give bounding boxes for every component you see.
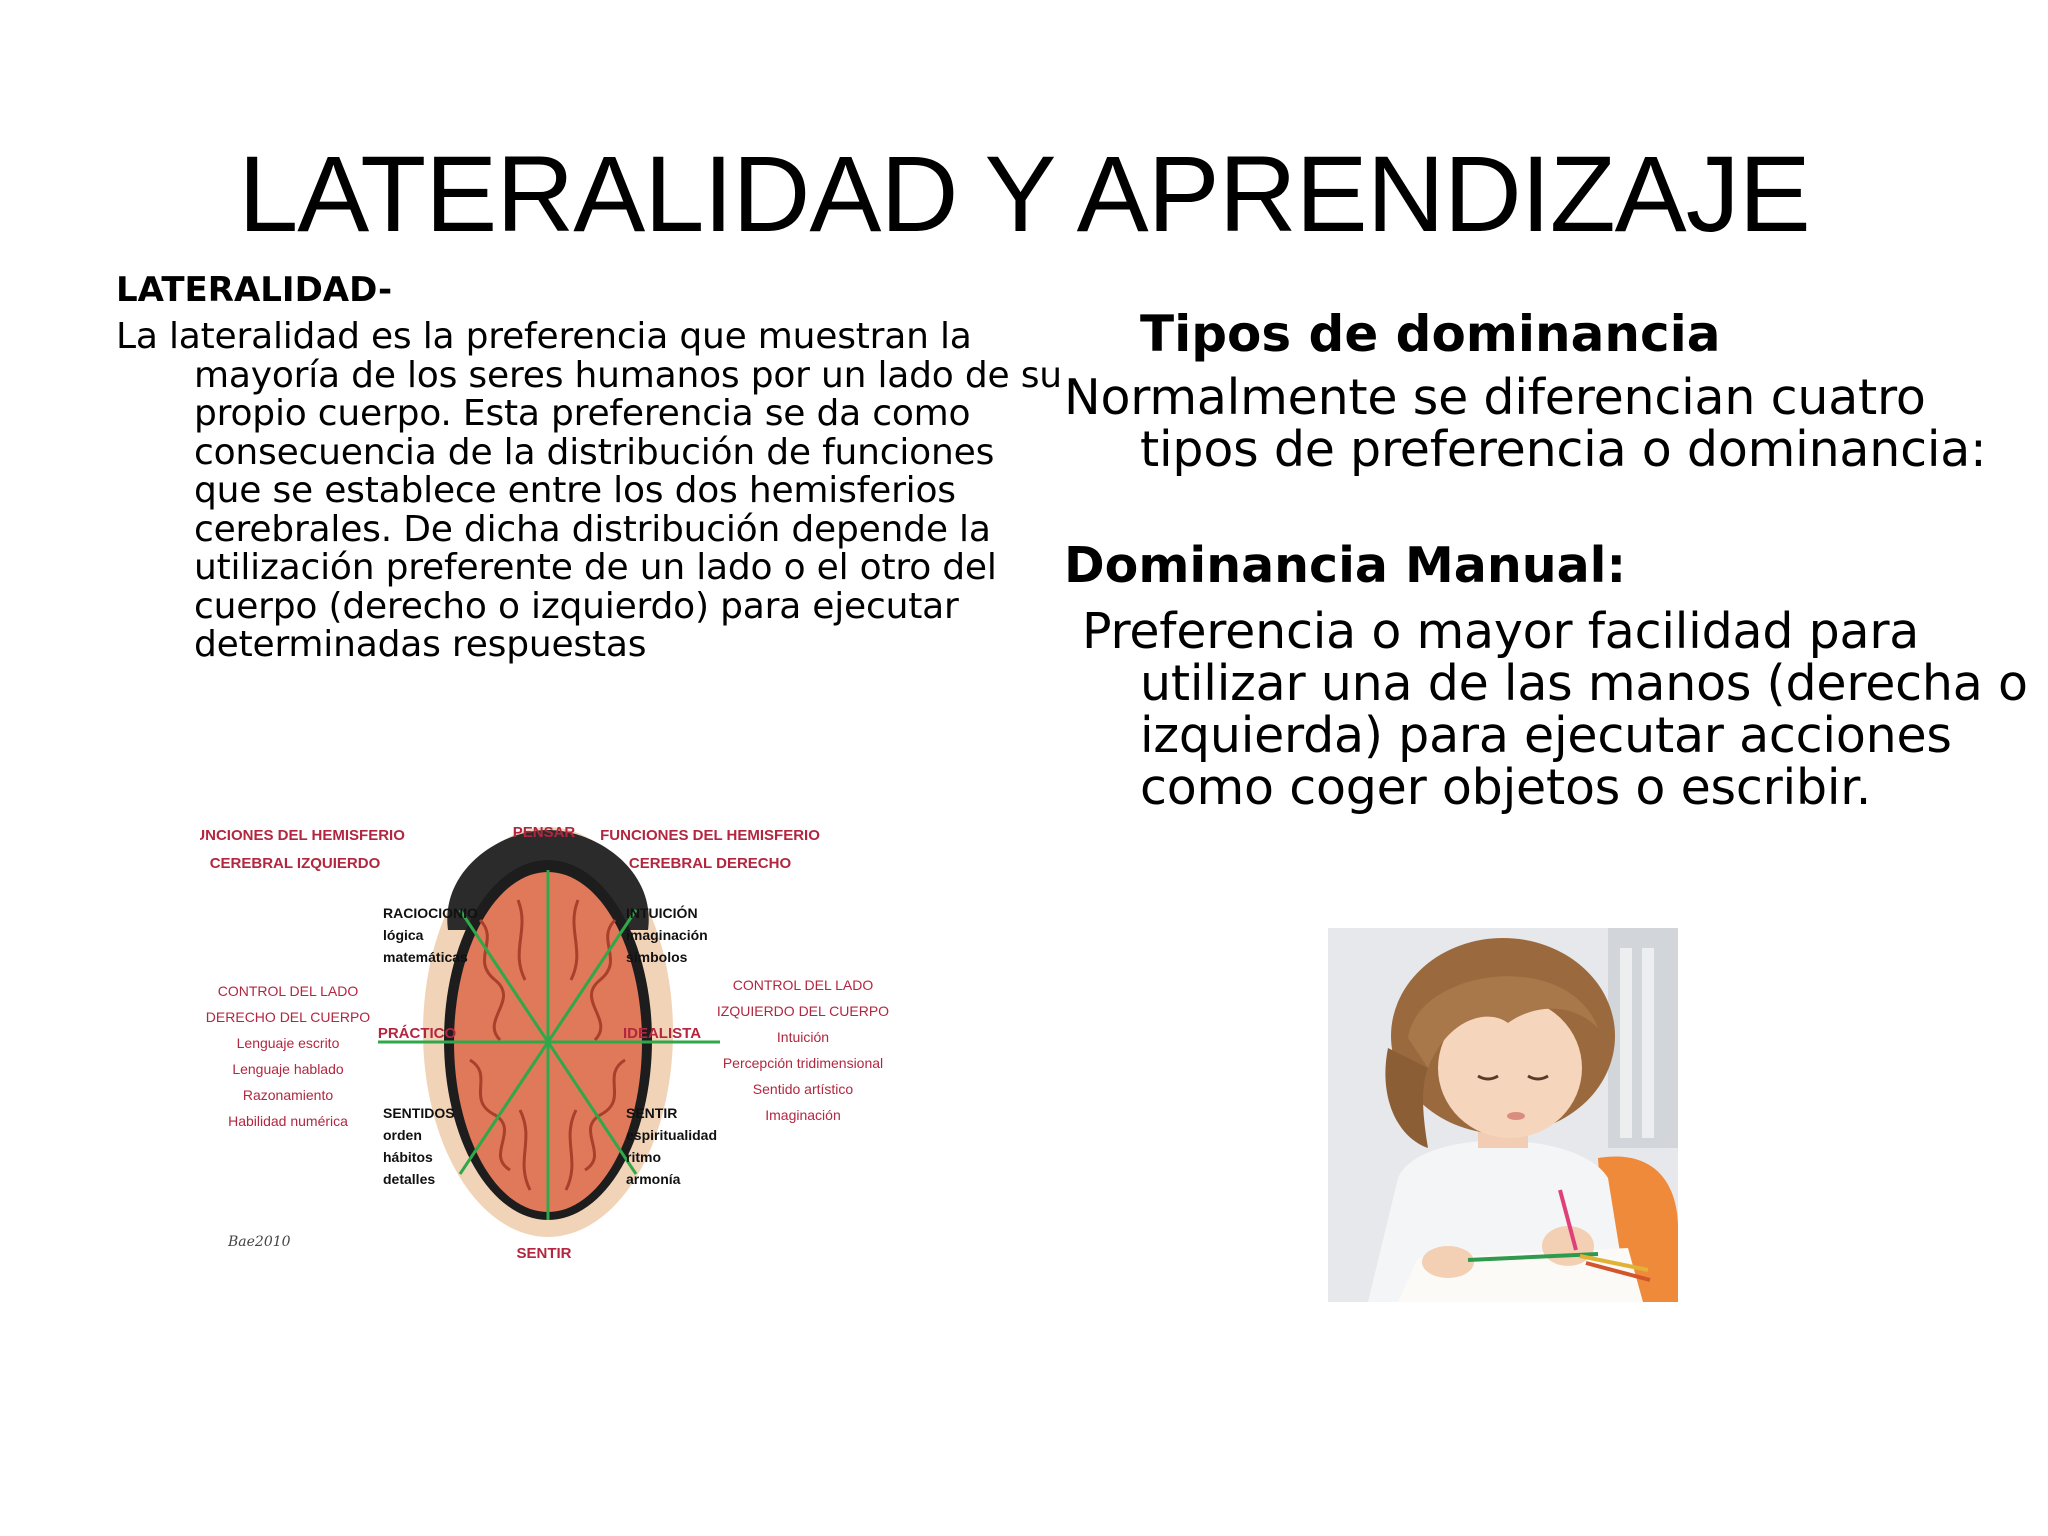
raciocinio-item-2: matemáticas [383, 949, 468, 965]
left-control-line-2: DERECHO DEL CUERPO [205, 1009, 371, 1025]
sentir-item-2: ritmo [626, 1149, 661, 1165]
laterality-definition: La lateralidad es la preferencia que muestran la mayoría de los seres humanos por un lado de su propio cuerpo. Esta preferencia se da como consecuencia de la distribución de funciones que se establece entre los dos hemisferios cerebrales. De dicha distribución depende la utilización preferente de un lado o el otro del cuerpo (derecho o izquierdo) para ejecutar determinadas respuestas [116, 316, 1062, 665]
left-control-line-6: Habilidad numérica [228, 1113, 348, 1129]
dominance-intro: Normalmente se diferencian cuatro tipos de preferencia o dominancia: [1064, 369, 1987, 478]
sentidos-item-3: detalles [383, 1171, 436, 1187]
right-control-line-1: CONTROL DEL LADO [732, 977, 874, 993]
feel-label: SENTIR [516, 1245, 572, 1262]
intuicion-label: INTUICIÓN [626, 905, 698, 921]
sentir-label: SENTIR [626, 1105, 678, 1121]
brain-diagram-svg [200, 810, 920, 1280]
child-photo-illustration [1328, 928, 1678, 1302]
left-control-line-4: Lenguaje hablado [232, 1061, 344, 1077]
right-control-line-3: Intuición [776, 1029, 830, 1045]
right-hemisphere-title-2: CEREBRAL DERECHO [628, 855, 792, 872]
sentidos-item-2: hábitos [383, 1149, 433, 1165]
manual-dominance-heading: Dominancia Manual: [1064, 537, 1627, 594]
artist-signature: Bae2010 [228, 1234, 291, 1250]
child-writing-photo [1328, 928, 1678, 1302]
raciocinio-item-1: lógica [383, 927, 424, 943]
sentir-item-1: espiritualidad [626, 1127, 718, 1143]
manual-dominance-text: Preferencia o mayor facilidad para utilizar una de las manos (derecha o izquierda) para ejecutar acciones como coger objetos o escribir. [1082, 603, 2028, 816]
right-hemisphere-title-1: FUNCIONES DEL HEMISFERIO [600, 827, 820, 844]
brain-hemispheres-diagram [200, 810, 920, 1280]
dominance-types-subtitle: Tipos de dominancia [1140, 305, 1721, 363]
practico-label: PRÁCTICO [377, 1025, 457, 1042]
idealista-label: IDEALISTA [622, 1025, 702, 1042]
sentidos-label: SENTIDOS [383, 1105, 455, 1121]
raciocinio-label: RACIOCIONIO [383, 905, 478, 921]
think-label: PENSAR [512, 824, 576, 841]
left-hemisphere-title-1: FUNCIONES DEL HEMISFERIO [200, 827, 405, 844]
left-control-line-5: Razonamiento [242, 1087, 334, 1103]
intuicion-item-2: símbolos [626, 949, 688, 965]
right-control-line-5: Sentido artístico [752, 1081, 854, 1097]
right-control-line-4: Percepción tridimensional [722, 1055, 884, 1071]
slide-title: LATERALIDAD Y APRENDIZAJE [238, 133, 1810, 254]
left-control-line-1: CONTROL DEL LADO [217, 983, 359, 999]
right-control-line-6: Imaginación [765, 1107, 841, 1123]
left-control-line-3: Lenguaje escrito [236, 1035, 340, 1051]
right-control-line-2: IZQUIERDO DEL CUERPO [716, 1003, 890, 1019]
left-hemisphere-title-2: CEREBRAL IZQUIERDO [209, 855, 381, 872]
intuicion-item-1: imaginación [626, 927, 708, 943]
sentir-item-3: armonía [626, 1171, 681, 1187]
sentidos-item-1: orden [383, 1127, 422, 1143]
laterality-heading: LATERALIDAD- [116, 270, 393, 310]
